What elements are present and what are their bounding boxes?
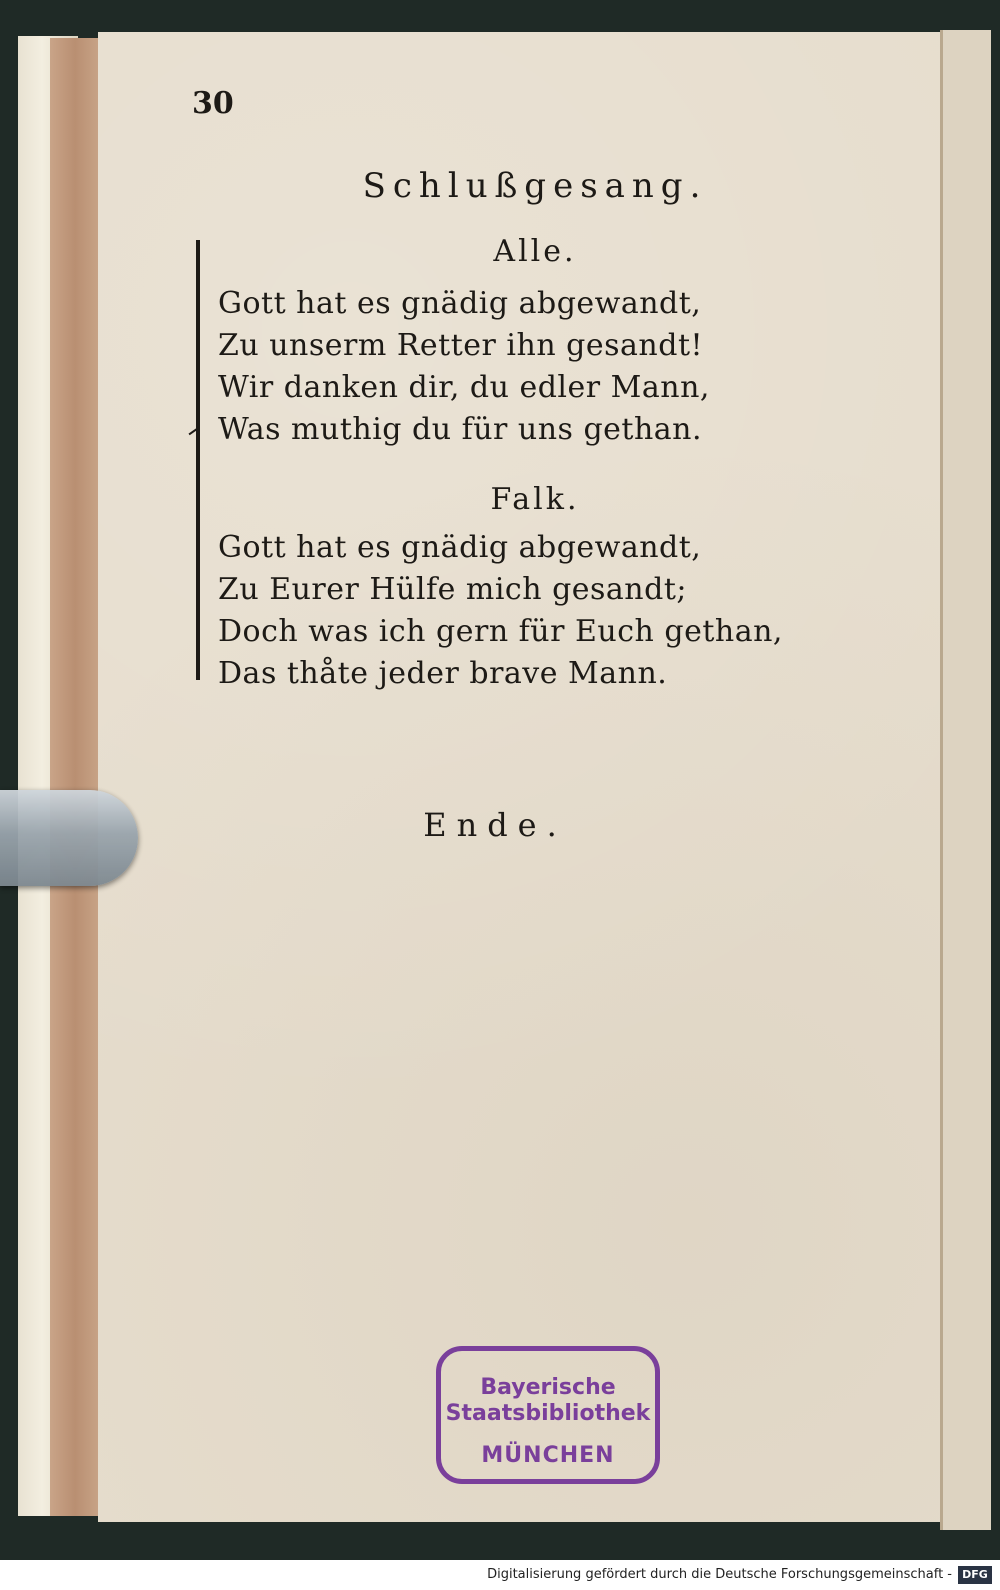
footer-credit: Digitalisierung gefördert durch die Deutsche Forschungsgemeinschaft -	[487, 1567, 952, 1582]
stamp-line: Staatsbibliothek	[445, 1401, 651, 1426]
verse-line: Gott hat es gnädig abgewandt,	[218, 530, 702, 565]
verse-line: Wir danken dir, du edler Mann,	[218, 370, 710, 405]
verse-brace	[196, 240, 214, 680]
page-number: 30	[192, 86, 234, 121]
verse-line: Doch was ich gern für Euch gethan,	[218, 614, 783, 649]
speaker-heading: Alle.	[493, 234, 577, 269]
speaker-heading: Falk.	[490, 482, 580, 517]
verse-line: Gott hat es gnädig abgewandt,	[218, 286, 702, 321]
dfg-logo: DFG	[958, 1566, 992, 1584]
stamp-line: MÜNCHEN	[481, 1443, 615, 1468]
verse-line: Zu Eurer Hülfe mich gesandt;	[218, 572, 687, 607]
stamp-line: Bayerische	[480, 1375, 616, 1400]
verse-line: Zu unserm Retter ihn gesandt!	[218, 328, 704, 363]
page-clip	[0, 790, 138, 886]
end-word: Ende.	[423, 806, 567, 844]
page-title: Schlußgesang.	[362, 166, 708, 206]
library-stamp	[436, 1346, 660, 1484]
verse-line: Was muthig du für uns gethan.	[218, 412, 703, 447]
verse-line: Das thåte jeder brave Mann.	[218, 656, 668, 691]
